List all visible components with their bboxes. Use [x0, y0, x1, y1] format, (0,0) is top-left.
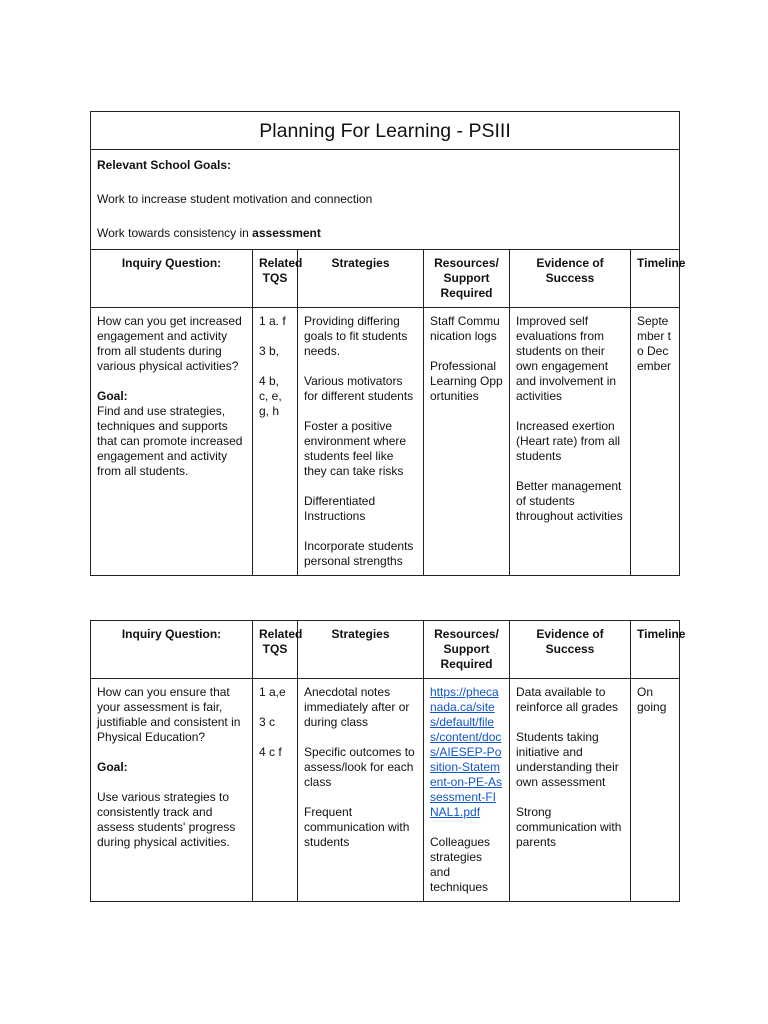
goal-text: Find and use strategies, techniques and supports that can promote increased engagement and activity from all students. — [97, 404, 243, 478]
strategy-item: Specific outcomes to assess/look for each class — [304, 745, 415, 789]
strategy-item: Incorporate students personal strengths — [304, 539, 414, 568]
page-title: Planning For Learning - PSIII — [91, 112, 680, 150]
evidence-item: Increased exertion (Heart rate) from all students — [516, 419, 621, 463]
header-related: Related TQS — [253, 250, 298, 308]
header-timeline: Timeline — [631, 250, 680, 308]
goal-label: Goal: — [97, 389, 128, 403]
table-header-row — [91, 250, 680, 308]
strategy-item: Anecdotal notes immediately after or during class — [304, 685, 410, 729]
resources-cell — [424, 308, 510, 576]
tqs-item: 1 a,e — [259, 685, 286, 699]
strategies-cell — [298, 679, 424, 902]
evidence-item: Students taking initiative and understanding their own assessment — [516, 730, 619, 789]
table-row — [91, 308, 680, 576]
resource-item: Professional Learning Opportunities — [430, 359, 503, 403]
evidence-cell — [510, 679, 631, 902]
evidence-item: Improved self evaluations from students on their own engagement and involvement in activities — [516, 314, 617, 403]
table-header-row — [91, 621, 680, 679]
timeline-cell: September to December — [631, 308, 680, 576]
goal-label: Goal: — [97, 760, 128, 774]
header-strategies: Strategies — [298, 621, 424, 679]
strategy-item: Providing differing goals to fit students needs. — [304, 314, 408, 358]
header-timeline: Timeline — [631, 621, 680, 679]
header-evidence: Evidence of Success — [510, 250, 631, 308]
tqs-item: 1 a. f — [259, 314, 286, 328]
tqs-item: 4 c f — [259, 745, 282, 759]
timeline-cell: On going — [631, 679, 680, 902]
inquiry-cell — [91, 679, 253, 902]
inquiry-question: How can you ensure that your assessment is fair, justifiable and consistent in Physical Education? — [97, 685, 241, 744]
school-goal-emphasis: assessment — [252, 226, 321, 240]
tqs-item: 3 c — [259, 715, 276, 729]
school-goals-label: Relevant School Goals: — [97, 158, 232, 172]
strategy-item: Frequent communication with students — [304, 805, 410, 849]
school-goal-text: Work towards consistency in — [97, 226, 253, 240]
tqs-cell — [253, 308, 298, 576]
evidence-cell — [510, 308, 631, 576]
planning-table — [90, 111, 686, 576]
tqs-item: 4 b, c, e, g, h — [259, 374, 282, 418]
header-evidence: Evidence of Success — [510, 621, 631, 679]
inquiry-question: How can you get increased engagement and activity from all students during various physical activities? — [97, 314, 242, 373]
evidence-item: Better management of students throughout activities — [516, 479, 623, 523]
evidence-item: Strong communication with parents — [516, 805, 622, 849]
evidence-item: Data available to reinforce all grades — [516, 685, 619, 714]
tqs-item: 3 b, — [259, 344, 280, 358]
goal-text: Use various strategies to consistently track and assess students' progress during physical activities. — [97, 790, 236, 849]
tqs-cell — [253, 679, 298, 902]
resources-cell — [424, 679, 510, 902]
strategy-item: Foster a positive environment where students feel like they can take risks — [304, 419, 407, 478]
header-inquiry: Inquiry Question: — [91, 250, 253, 308]
header-resources: Resources/ Support Required — [424, 621, 510, 679]
resource-item: Staff Communication logs — [430, 314, 500, 343]
header-inquiry: Inquiry Question: — [91, 621, 253, 679]
school-goal: Work to increase student motivation and connection — [97, 192, 373, 206]
planning-table — [90, 620, 686, 902]
table-row — [91, 679, 680, 902]
inquiry-cell — [91, 308, 253, 576]
strategies-cell — [298, 308, 424, 576]
strategy-item: Differentiated Instructions — [304, 494, 376, 523]
strategy-item: Various motivators for different students — [304, 374, 414, 403]
header-resources: Resources/ Support Required — [424, 250, 510, 308]
resource-item: Colleagues strategies and techniques — [430, 835, 491, 894]
school-goal — [97, 226, 673, 241]
header-strategies: Strategies — [298, 250, 424, 308]
header-related: Related TQS — [253, 621, 298, 679]
school-goals-section — [91, 150, 680, 250]
resource-link[interactable]: https://phecanada.ca/sites/default/files/content/docs/AIESEP-Position-Statement-on-PE-Assessment-FINAL1.pdf — [430, 685, 503, 819]
